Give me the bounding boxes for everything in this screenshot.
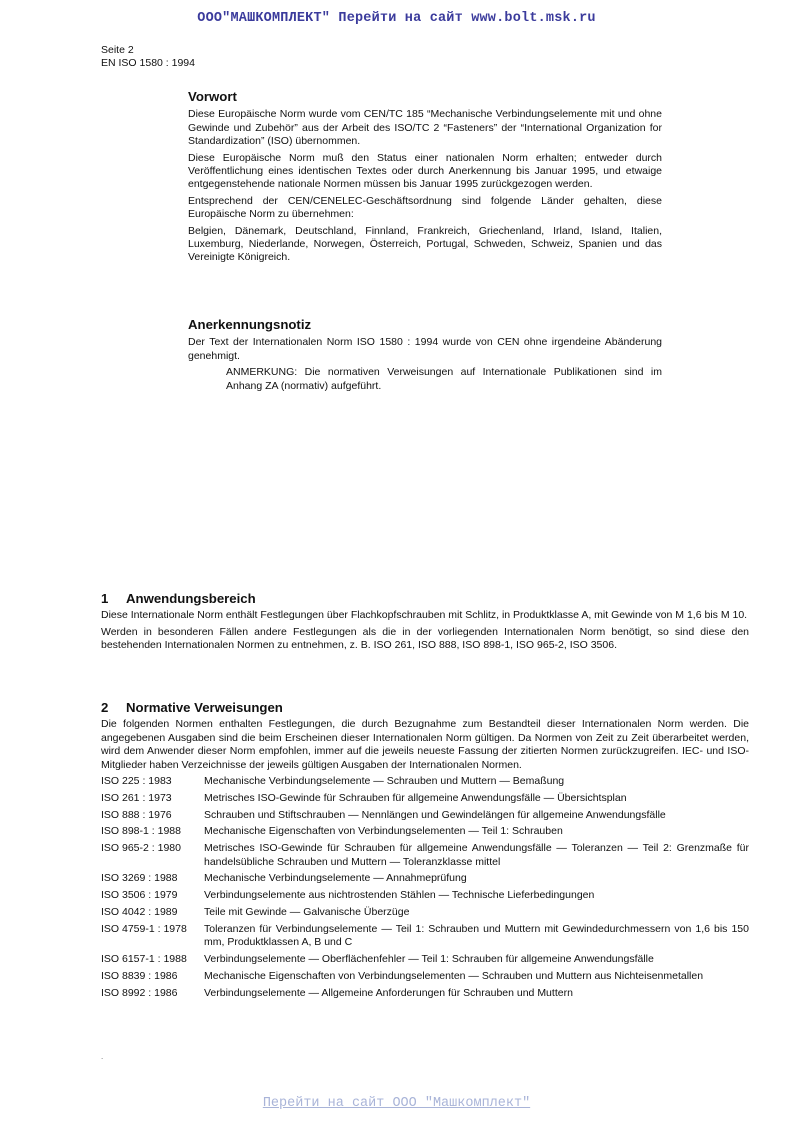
reference-code: ISO 225 : 1983 xyxy=(101,775,172,788)
reference-code: ISO 8839 : 1986 xyxy=(101,969,178,982)
reference-item xyxy=(101,825,749,838)
anerkennung-section xyxy=(188,318,662,393)
reference-title: Verbindungselemente aus nichtrostenden Stählen — Technische Lieferbedingungen xyxy=(204,889,595,902)
reference-title: Schrauben und Stiftschrauben — Nennlängen und Gewindelängen für allgemeine Anwendungsfälle xyxy=(204,808,666,821)
section-2-number: 2 xyxy=(101,700,109,715)
reference-code: ISO 898-1 : 1988 xyxy=(101,825,181,838)
reference-item xyxy=(101,970,749,983)
reference-title: Toleranzen für Verbindungselemente — Teil 1: Schrauben und Muttern mit Gewindedurchmessern von 1,6 bis 150 mm, Produktklassen A, B und C xyxy=(204,922,749,949)
reference-title: Mechanische Verbindungselemente — Schrauben und Muttern — Bemaßung xyxy=(204,775,565,788)
reference-title: Metrisches ISO-Gewinde für Schrauben für allgemeine Anwendungsfälle — Toleranzen — Teil 2: Grenzmaße für handelsübliche Schrauben und Muttern — Toleranzklasse mittel xyxy=(204,842,749,868)
reference-item xyxy=(101,792,749,805)
anerkennung-note: ANMERKUNG: Die normativen Verweisungen auf Internationale Publikationen sind im Anhang ZA (normativ) aufgeführt. xyxy=(226,366,662,392)
reference-code: ISO 4759-1 : 1978 xyxy=(101,922,187,935)
vorwort-section xyxy=(188,90,662,268)
reference-code: ISO 6157-1 : 1988 xyxy=(101,953,187,966)
reference-code: ISO 4042 : 1989 xyxy=(101,906,178,919)
reference-item xyxy=(101,953,749,966)
reference-item xyxy=(101,923,749,950)
reference-title: Mechanische Eigenschaften von Verbindungselementen — Schrauben und Muttern aus Nichteisenmetallen xyxy=(204,969,704,982)
reference-item xyxy=(101,987,749,1000)
vorwort-paragraph: Diese Europäische Norm muß den Status einer nationalen Norm erhalten; entweder durch Veröffentlichung eines identischen Textes oder durch Anerkennung bis Januar 1995, und etwaige entgegenstehende nationale Normen müssen bis Januar 1995 zurückgezogen werden. xyxy=(188,151,662,191)
anerkennung-text: Der Text der Internationalen Norm ISO 1580 : 1994 wurde von CEN ohne irgendeine Abänderung genehmigt. xyxy=(188,336,662,362)
section-1-paragraph: Werden in besonderen Fällen andere Festlegungen als die in der vorliegenden Internationalen Norm benötigt, so sind diese den bestehenden Internationalen Normen zu entnehmen, z. B. ISO 261, ISO 888, ISO 898-1, ISO 965-2, ISO 3506. xyxy=(101,625,749,652)
reference-code: ISO 8992 : 1986 xyxy=(101,986,178,999)
section-1 xyxy=(101,592,749,656)
header-site-link[interactable]: ООО"МАШКОМПЛЕКТ" Перейти на сайт www.bolt.msk.ru xyxy=(197,11,596,26)
section-1-number: 1 xyxy=(101,591,109,606)
reference-item xyxy=(101,809,749,822)
section-1-paragraph: Diese Internationale Norm enthält Festlegungen über Flachkopfschrauben mit Schlitz, in Produktklasse A, mit Gewinde von M 1,6 bis M 10. xyxy=(101,609,748,622)
reference-title: Verbindungselemente — Oberflächenfehler — Teil 1: Schrauben für allgemeine Anwendungsfälle xyxy=(204,953,654,966)
reference-code: ISO 261 : 1973 xyxy=(101,791,172,804)
vorwort-paragraph: Belgien, Dänemark, Deutschland, Finnland, Frankreich, Griechenland, Irland, Island, Italien, Luxemburg, Niederlande, Norwegen, Österreich, Portugal, Schweden, Schweiz, Spanien und das Vereinigte Königreich. xyxy=(188,224,662,264)
vorwort-paragraph: Diese Europäische Norm wurde vom CEN/TC 185 “Mechanische Verbindungselemente mit und ohne Gewinde und Zubehör” aus der Arbeit des ISO/TC 2 “Fasteners” der “International Organization for Standardization” (ISO) übernommen. xyxy=(188,108,662,148)
reference-title: Mechanische Verbindungselemente — Annahmeprüfung xyxy=(204,872,467,885)
reference-item xyxy=(101,872,749,885)
reference-code: ISO 3269 : 1988 xyxy=(101,872,178,885)
reference-title: Metrisches ISO-Gewinde für Schrauben für allgemeine Anwendungsfälle — Übersichtsplan xyxy=(204,791,627,804)
reference-item xyxy=(101,906,749,919)
section-2-title: Normative Verweisungen xyxy=(126,700,283,715)
reference-item xyxy=(101,889,749,902)
page-number: Seite 2 xyxy=(101,44,134,56)
section-1-title: Anwendungsbereich xyxy=(126,591,256,606)
section-1-heading xyxy=(101,592,749,605)
page-header xyxy=(101,44,195,70)
section-2 xyxy=(101,701,749,1003)
reference-code: ISO 888 : 1976 xyxy=(101,808,172,821)
reference-title: Mechanische Eigenschaften von Verbindungselementen — Teil 1: Schrauben xyxy=(204,825,563,838)
reference-title: Verbindungselemente — Allgemeine Anforderungen für Schrauben und Muttern xyxy=(204,986,573,999)
reference-code: ISO 965-2 : 1980 xyxy=(101,842,181,855)
anerkennung-title: Anerkennungsnotiz xyxy=(188,317,312,332)
reference-title: Teile mit Gewinde — Galvanische Überzüge xyxy=(204,906,410,919)
standard-id: EN ISO 1580 : 1994 xyxy=(101,57,195,69)
reference-item xyxy=(101,842,749,869)
footer-site-link[interactable]: Перейти на сайт ООО "Машкомплект" xyxy=(262,1096,531,1111)
reference-list xyxy=(101,775,749,1000)
reference-item xyxy=(101,775,749,788)
section-2-intro: Die folgenden Normen enthalten Festlegungen, die durch Bezugnahme zum Bestandteil dieser Internationalen Norm werden. Die angegebenen Ausgaben sind die beim Erscheinen dieser Internationalen Norm gültigen. Da Normen von Zeit zu Zeit überarbeitet werden, wird dem Anwender dieser Norm empfohlen, immer auf die jeweils neueste Fassung der zitierten Normen zurückzugreifen. IEC- und ISO-Mitglieder haben Verzeichnisse der jeweils gültigen Ausgaben der Internationalen Normen. xyxy=(101,718,749,771)
page-mark: . xyxy=(101,1052,104,1061)
section-2-heading xyxy=(101,701,749,714)
reference-code: ISO 3506 : 1979 xyxy=(101,889,178,902)
vorwort-title: Vorwort xyxy=(188,89,237,104)
vorwort-paragraph: Entsprechend der CEN/CENELEC-Geschäftsordnung sind folgende Länder gehalten, diese Europäische Norm zu übernehmen: xyxy=(188,194,662,221)
